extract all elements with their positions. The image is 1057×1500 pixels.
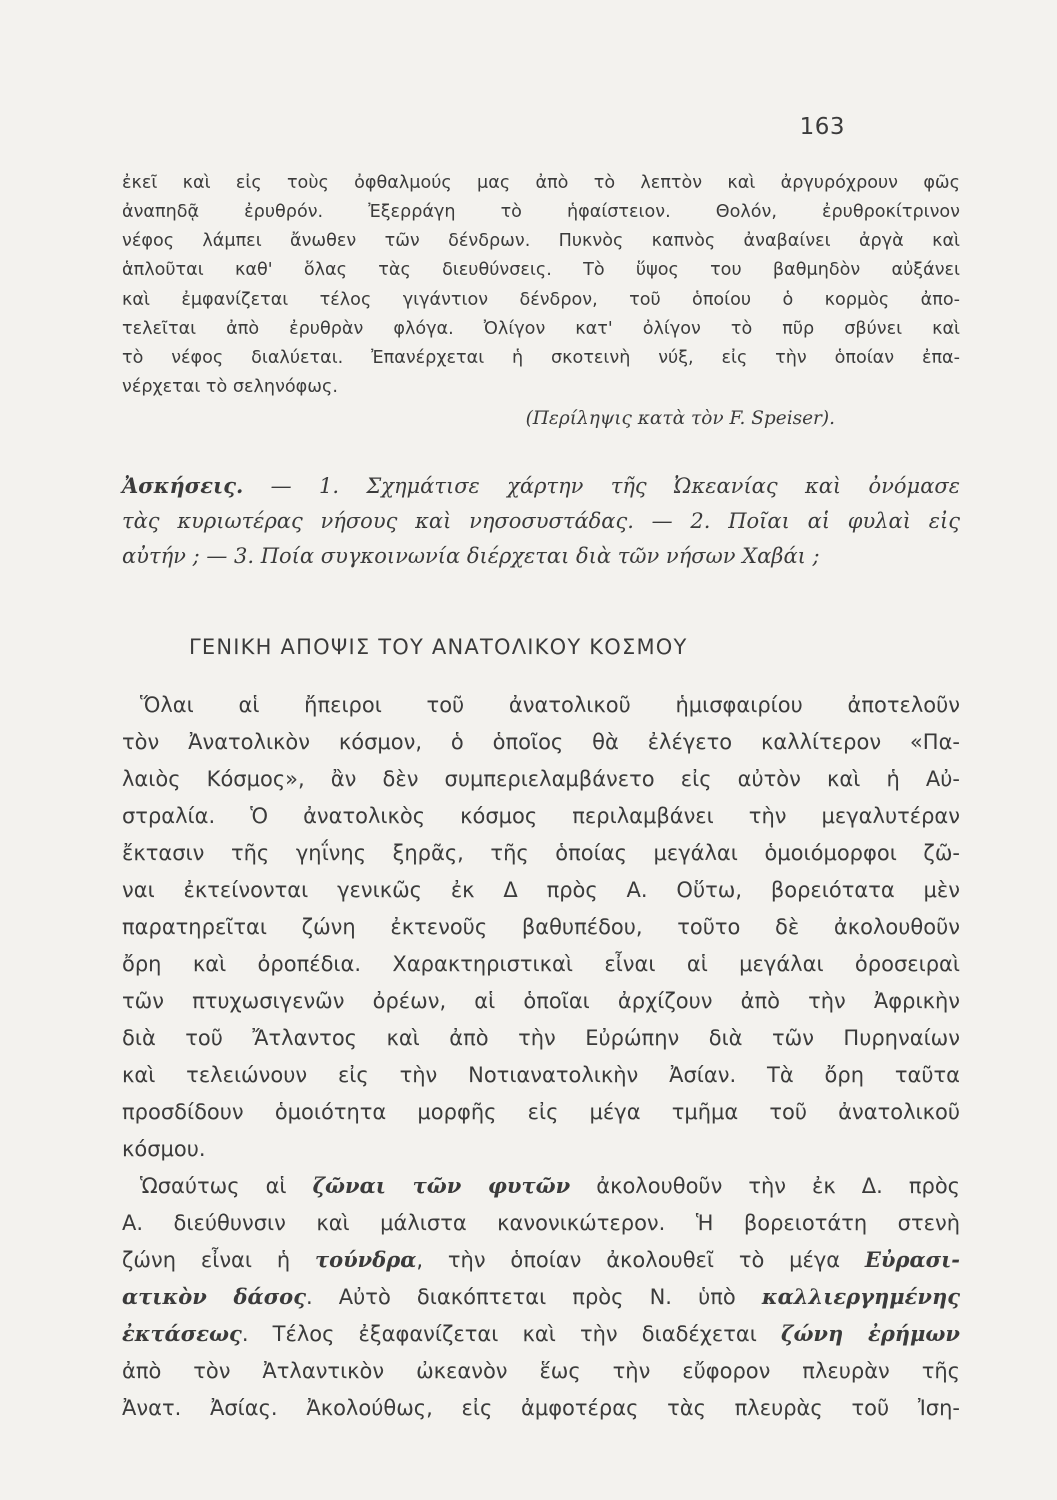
text-run: ἀκολουθοῦν τὴν ἐκ Δ. πρὸς bbox=[570, 1174, 961, 1198]
text-line: κόσμου. bbox=[122, 1137, 206, 1161]
emphasis-term: τούνδρα bbox=[314, 1247, 417, 1272]
text-line: τὸν Ἀνατολικὸν κόσμον, ὁ ὁποῖος θὰ ἐλέγετο καλλίτερον «Πα- bbox=[122, 730, 960, 754]
text-line: ἀναπηδᾷ ἐρυθρόν. Ἐξερράγη τὸ ἡφαίστειον. Θολόν, ἐρυθροκίτρινον bbox=[122, 202, 960, 222]
exercise-line: τὰς κυριωτέρας νήσους καὶ νησοσυστάδας. — 2. Ποῖαι αἱ φυλαὶ εἰς bbox=[122, 509, 960, 533]
emphasis-term: ζῶναι τῶν φυτῶν bbox=[312, 1173, 571, 1198]
text-line: λαιὸς Κόσμος», ἂν δὲν συμπεριελαμβάνετο εἰς αὐτὸν καὶ ἡ Αὐ- bbox=[122, 767, 960, 791]
text-line: ἐκεῖ καὶ εἰς τοὺς ὀφθαλμούς μας ἀπὸ τὸ λεπτὸν καὶ ἀργυρόχρουν φῶς bbox=[122, 173, 960, 193]
text-run: . Αὐτὸ διακόπτεται πρὸς Ν. ὑπὸ bbox=[305, 1285, 762, 1309]
exercise-line bbox=[122, 472, 960, 500]
text-line: Α. διεύθυνσιν καὶ μάλιστα κανονικώτερον. Ἡ βορειοτάτη στενὴ bbox=[122, 1211, 960, 1235]
text-line: ἁπλοῦται καθ' ὅλας τὰς διευθύνσεις. Τὸ ὕψος του βαθμηδὸν αὐξάνει bbox=[122, 260, 960, 280]
text-line bbox=[122, 1245, 960, 1275]
emphasis-term: Εὐρασι- bbox=[864, 1247, 960, 1272]
exercise-line: αὐτήν ; — 3. Ποία συγκοινωνία διέρχεται διὰ τῶν νήσων Χαβάι ; bbox=[122, 544, 820, 568]
exercise-text: — 1. Σχημάτισε χάρτην τῆς Ὠκεανίας καὶ ὀνόμασε bbox=[243, 474, 960, 498]
text-line: καὶ ἐμφανίζεται τέλος γιγάντιον δένδρον, τοῦ ὁποίου ὁ κορμὸς ἀπο- bbox=[122, 290, 960, 310]
text-line bbox=[140, 1171, 960, 1201]
emphasis-term: ἐκτάσεως bbox=[122, 1321, 242, 1346]
text-line: Ἀνατ. Ἀσίας. Ἀκολούθως, εἰς ἀμφοτέρας τὰς πλευρὰς τοῦ Ἰση- bbox=[122, 1396, 960, 1420]
text-line: ἔκτασιν τῆς γηΐνης ξηρᾶς, τῆς ὁποίας μεγάλαι ὁμοιόμορφοι ζῶ- bbox=[122, 841, 960, 865]
text-line: Ὅλαι αἱ ἤπειροι τοῦ ἀνατολικοῦ ἡμισφαιρίου ἀποτελοῦν bbox=[140, 693, 960, 717]
emphasis-term: ζώνη ἐρήμων bbox=[781, 1321, 960, 1346]
text-line: ναι ἐκτείνονται γενικῶς ἐκ Δ πρὸς Α. Οὕτω, βορειότατα μὲν bbox=[122, 878, 960, 902]
text-line: ἀπὸ τὸν Ἀτλαντικὸν ὠκεανὸν ἕως τὴν εὔφορον πλευρὰν τῆς bbox=[122, 1359, 960, 1383]
text-run: . Τέλος ἐξαφανίζεται καὶ τὴν διαδέχεται bbox=[241, 1322, 781, 1346]
text-line bbox=[122, 1319, 960, 1349]
text-run: , τὴν ὁποίαν ἀκολουθεῖ τὸ μέγα bbox=[416, 1248, 865, 1272]
text-line: τὸ νέφος διαλύεται. Ἐπανέρχεται ἡ σκοτεινὴ νύξ, εἰς τὴν ὁποίαν ἐπα- bbox=[122, 348, 960, 368]
text-line: στραλία. Ὁ ἀνατολικὸς κόσμος περιλαμβάνει τὴν μεγαλυτέραν bbox=[122, 804, 960, 828]
text-run: ζώνη εἶναι ἡ bbox=[122, 1248, 315, 1272]
section-heading: ΓΕΝΙΚΗ ΑΠΟΨΙΣ ΤΟΥ ΑΝΑΤΟΛΙΚΟΥ ΚΟΣΜΟΥ bbox=[189, 635, 688, 659]
text-line bbox=[122, 1282, 960, 1312]
text-line: ὄρη καὶ ὀροπέδια. Χαρακτηριστικαὶ εἶναι αἱ μεγάλαι ὀροσειραὶ bbox=[122, 952, 960, 976]
page-number: 163 bbox=[799, 114, 845, 140]
text-line: νέφος λάμπει ἄνωθεν τῶν δένδρων. Πυκνὸς καπνὸς ἀναβαίνει ἀργὰ καὶ bbox=[122, 231, 960, 251]
text-line: καὶ τελειώνουν εἰς τὴν Νοτιανατολικὴν Ἀσίαν. Τὰ ὄρη ταῦτα bbox=[122, 1063, 960, 1087]
text-line: τελεῖται ἀπὸ ἐρυθρὰν φλόγα. Ὀλίγον κατ' ὀλίγον τὸ πῦρ σβύνει καὶ bbox=[122, 319, 960, 339]
emphasis-term: καλλιεργημένης bbox=[761, 1284, 960, 1309]
text-line: νέρχεται τὸ σεληνόφως. bbox=[122, 377, 338, 397]
text-line: διὰ τοῦ Ἄτλαντος καὶ ἀπὸ τὴν Εὐρώπην διὰ τῶν Πυρηναίων bbox=[122, 1026, 960, 1050]
text-line: παρατηρεῖται ζώνη ἐκτενοῦς βαθυπέδου, τοῦτο δὲ ἀκολουθοῦν bbox=[122, 915, 960, 939]
source-caption: (Περίληψις κατὰ τὸν F. Speiser). bbox=[525, 408, 835, 429]
text-line: προσδίδουν ὁμοιότητα μορφῆς εἰς μέγα τμῆμα τοῦ ἀνατολικοῦ bbox=[122, 1100, 960, 1124]
text-run: Ὡσαύτως αἱ bbox=[140, 1174, 313, 1198]
emphasis-term: ατικὸν δάσος bbox=[122, 1284, 306, 1309]
text-line: τῶν πτυχωσιγενῶν ὀρέων, αἱ ὁποῖαι ἀρχίζουν ἀπὸ τὴν Ἀφρικὴν bbox=[122, 989, 960, 1013]
exercises-label: Ἀσκήσεις. bbox=[122, 473, 244, 498]
